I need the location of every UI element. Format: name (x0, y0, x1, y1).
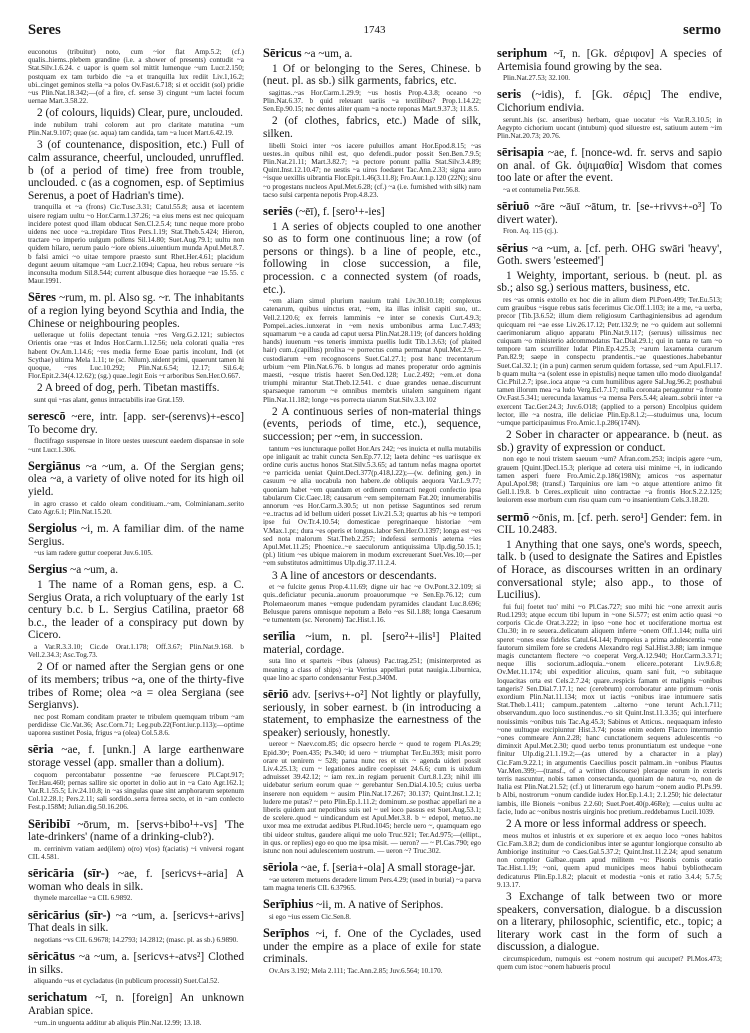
dictionary-entry (263, 205, 481, 624)
entry-head-line (28, 410, 244, 436)
dictionary-entry (28, 410, 244, 454)
citation-block: negotians ~vs CIL 6.9678; 14.2793; 14.2812; (masc. pl. as sb.) 6.9890. (34, 935, 239, 944)
citation-block: libelli Stoici inter ~os iacere puluillos amant Hor.Epod.8.15; ~as uestes..in quibus nihil est, quo defendi..pudor possit Sen.Ben.7.9.5; Plin.Nat.21.11; Mart.3.82.7; ~a pectore ponunt pallia Stat.Silv.3.4.89; Quint.Inst.12.10.47; ne uestis ~a uiros foedaret Tac.Ann.2.33; signa auro ~isque uexillis uibrantia Flor.Epit.1.46(3.11.8); Fro.Aur.1.p.120 (22N); sinu ~o progestans nucleos Apul.Met.6.28; (cf.) ~a (i.e. furnished with silk) nam tacso sulsi carpenta nepotis Prop.4.8.23. (263, 141, 481, 199)
citation-block: coquom percontabatur possentne ~ae feruescere Pl.Capt.917; Ter.Hau.460; pernas sallire sic oportet in dolio aut in ~a Cato Agr.162.1; Var.R.1.55.5; Liv.24.10.8; in ~as singulas quae sint amphorarum septenum Col.12.28.1; Pers.2.11; sali sordido..serra ferrea secto, et in ~am conlecto Fest.p.158M; Julian.dig.50.16.206. (28, 770, 244, 812)
entry-head-line (263, 861, 481, 875)
headword: Sēricus (263, 46, 302, 60)
entry-head-line (497, 511, 722, 537)
entry-head-line (28, 950, 244, 976)
entry-definition: ~ōnis, m. [cf. perh. sero¹] Gender: fem. in CIL 10.2483. (497, 511, 722, 537)
citation-block: uereor ~ Naev.com.85; dic opsecro hercle ~ quod te rogem Pl.As.29; Epid.30ᵃ; Poen.435; Ps.340; id uero ~ triumphat Ter.Eu.393; misit porro orare ut uenirem ~ 528; parua nunc res et uix ~ agenda uideri possit Liv.4.25.13; cum ~ legationes audire coepisset 24.6.6; cum is uixdum adnuisset 39.42.12; ~ iam rex..in regiam peruenit Curt.8.1.23; nihil illi uidebatur serium eorum quae ~ gerebantur Sen.Dial.4.10.5; cuius uerba inserere non equidem ~ ausim Plin.Nat.17.267; 30.137; Quint.Inst.1.2.1; ludere me putas? ~ peto Plin.Ep.1.11.2; dominum..se posthac appellari ne a liberis quidem aut nepotibus suis uel ~ uel ioco passus est Suet.Aug.53.1; de scelere..quod ~ uindicandum est Apul.Met.3.8. b ~ edepol, metuo..ne uxor mea me extrudat aedibus Pl.Rud.1045; hercle uero ~, quamquam ego tibi uideor stultus, gaudere aliqui me uolo Truc.921; Ter.Ad.975;—(ellipt., in qus. or replies) ego eo quo me ipsa misit. — ueron? — ~ Pl.Cas.790; ego istunc non noui adulescentem uostrum. — ueron ~? Truc.302. (263, 740, 481, 856)
dictionary-entry (263, 688, 481, 855)
entry-definition: adv. [serivs+-o²] Not lightly or playfully, seriously, in sober earnest. b (in introducing a statement, to emphasize the earnestness of the speaker) seriously, honestly. (263, 689, 481, 739)
headword: seriphum (497, 46, 548, 60)
entry-head-line (28, 291, 244, 330)
headword: sēricātus (28, 948, 75, 963)
citation-block: res ~as omnis extollo ex hoc die in alium diem Pl.Poen.499; Ter.Eu.513; cum grauibus ~isque rebus satis fecerimus Cic.Off.1.103; ite a me, ~a uerba, precor [Tib.]3.6.52; illum diem religiosum Carthaginiensibus ad agendum quicquam rei ~ae esse Liv.26.17.12; Petr.132.9; ne ~o quidem aut sollemni caerimoniarum aliquo apparatu Plin.Nat.9.117; (seruus) uilissimus nec cuiquam ~o ministerio adcommodatus Tac.Dial.29.1; qui in tanta re tam ~o tempore tam scurriliter ludat Plin.Ep.4.25.3; ~arum laxamenta curarum Pan.82.9; saepe in conspectu prandentis..~ae quaestiones..habebantur Suet.Cal.32.1; (in a pun) carmen serum quidem fortasse, sed ~um Apul.Fl.17. b quam multa ~a (solent esse in epistulis) neque tamen ullo modo diuolganda! Cic.Phil.2.7; ipse..ioca atque ~a cum humilibus agere Sal.Jug.96.2; posthabui tamen illorum mea ~a ludo Verg.Ecl.7.17; nulla coronata peraguntur ~a fronte Ov.Fast.5.341; uerecunda laxamus ~a mensa Pers.5.44; aleam..sobrii inter ~a exercent Tac.Ger.24.3; Juv.6.O18; (applied to a person) Encolpius quidem lector, ille ~a nostra, ille deliciae Plin.Ep.8.1.2;—studuimus una, locum ~umque participauimus Fro.Amic.1.p.286(174N). (497, 295, 722, 427)
headword: serichatum (28, 990, 88, 1005)
dictionary-entry (28, 522, 244, 557)
citation-block: circumspicedum, numquis est ~onem nostrum qui aucupet? Pl.Mos.473; quem cum istoc ~onem habueris procul (497, 955, 722, 972)
sense-definition: 2 A more or less informal address or speech. (506, 818, 707, 831)
entry-head-line (28, 563, 244, 577)
headword: sēriola (263, 860, 299, 875)
citation-block: si ego ~ius essem Cic.Sen.8. (269, 912, 351, 921)
sense-definition: 3 Exchange of talk between two or more speakers, conversation, dialogue. b a discussion on a literary, philosophic, scientific, etc., topic; a literary work cast in the form of such a discussion, a dialogue. (497, 891, 722, 954)
sense-definition: 2 Of or named after the Sergian gens or one of its members; tribus ~a, one of the thirty-five tribes of Rome; olea ~a = olea Sergiana (see Sergianvs). (28, 661, 244, 712)
entry-definition: ~ae, f. [seria+-ola] A small storage-jar. (300, 862, 476, 875)
entry-definition: ~ae, f. [unkn.] A large earthenware storage vessel (app. smaller than a dolium). (28, 744, 244, 769)
citation-block: fui fui| foetet tuo' mihi ~o Pl.Cas.727; suo mihi hic ~one arrexit auris Rud.1293; atque eccum tibi lupum in ~one Si.577; est enim actio quasi ~o corporis Cic.de Orat.3.222; in ipso ~one hoc et uociferatione mortua est Clu.30; in re seuera..delicatum aliquem inferre ~onem Off.1.144; nulla uiri speret ~ones esse fideles Catul.64.144; Pompeius a prima adulescentia ~one fautorum similem fore se credens Alexandro regi Sal.Hist.3.88; iam inmque magis cunctantem flectere ~o coeperat Verg.A.12.940; Hor.Carm.3.3.71; neque illis sociorum..adloquia..~onem elicere..poterant Liv.9.6.8; Ov.Met.11.174; ubi expeditior alicuius, quam sani fuit, ~o subitaque loquacitas orta est Cels.2.7.24; quare..respicis famam et malignis ~onibus tangeris? Sen.Dial.7.17.1; nec (cerebrum) corroboratur ante primum ~onis exordium Plin.Nat.11.134; mox ut iactis ~onibus irae intumuere satis Stat.Theb.1.411; campum..patentem ..alterno ~one terunt Ach.1.711; observandum..quo loco sustinendus..~o sit Quint.Inst.11.3.35; qui interfuere nouissimis ~onibus tuis Tac.Ag.45.3; Sabinus et Atticus.. nequaquam infesto ~one uultuque excipiuntur Hist.3.74; posse enim eodem Flacco internuntio ~ones commeare Ann.2.28; hanc cunctationem sequens adulescentis ~o diminxit Apul.Met.2.30; quod uerbo tenus pronuntiatum est undeque ~one finitur Ulp.dig.21.1.19.2;—(as uttered by a character in a play) Cic.Fam.9.22.1; in argumentis Caecilius poscit palmam..in ~onibus Plautus Var.Men.399;—(transf., of a written discourse) pleraque eorum in exteris terris nascuntur, nobis tamen consectanda, quoniam de natura ~o, non de Italia est Plin.Nat.21.52; (cf.) ut litterarum ego harum ~onem audio Pl.Ps.99. b Albi, nostrorum ~onum candide iudex Hor.Ep.1.4.1; 2.1.250; hic delectatur iambis, ille Bioneis ~onibus 2.2.60; Suet.Poet.40(p.46Re); —cuius uultu ac facie, ludo ac ~onibus nostris uirginis hoc pretium..reddebamus Lucil.1039. (497, 602, 722, 816)
spacer (295, 631, 305, 643)
headword: serīlia (263, 629, 296, 644)
citation-block: a Var.R.3.3.10; Cic.de Orat.1.178; Off.3.67; Plin.Nat.9.168. b Vell.2.34.3; Asc.Tog.73. (28, 642, 244, 660)
headword: sēricāria (sīr-) (28, 866, 110, 881)
citation-block: ~us iam radere guttur coeperat Juv.6.105. (34, 549, 153, 558)
dictionary-entry (497, 200, 722, 235)
citation-block: Ov.Ars 3.192; Mela 2.111; Tac.Ann.2.85; Juv.6.564; 10.170. (269, 966, 443, 975)
dictionary-entry (28, 48, 244, 285)
entry-head-line (263, 927, 481, 966)
entry-definition: ~ii, m. A native of Seriphos. (316, 899, 444, 912)
entry-head-line (28, 991, 244, 1017)
citation-block: euconotus (tribuitur) noto, cum ~ior flat Amp.5.2; (cf.) qualis..hiems..plebem grandine (i.e. a shower of presents) contudit ~a Stat.Silv.1.6.24. c uapor is quem sol mittit lumenque ~um Lucr.2.150; postquam ex tam turbido die ~a et tranquilla lux rediit Liv.1,16.2; ubi..cinget geminos stella ~a polos Ov.Fast.6.718; si et occidit (sol) pridie ~us Plin.Nat.18.342;—(of a fire, cf. sense 3) cingunt ~um lactei focum uernae Mart.3.58.22. (28, 48, 244, 106)
citation-block: ~em aliam simul plurium nauium trahi Liv.30.10.18; complexus catenarum, quibus uinctus erat, ~em, ita illas inlisit capiti suo, ut.. Vell.2.120.6; ex ferreis lamminis ~e inter se conexis Curt.4.9.3; Pompei..acies..iunxerat in ~em nexis umbonibus arma Luc.7.493; squamarum ~e a cauda ad caput uersa Plin.Nat.28.119; (of dancers holding hands) iuuenum ~es teneris immixta puellis ludit Tib.1.3.63; (of plaited hair) cum..(capillus) prolixa ~e porrectus coma permanat Apul.Met.2.9;—custodiarum ~em recognoscens Suet.Cal.27.1; post hanc trecentarum urbium ~em Plin.Nat.6.76. b longus ad manes properatur ordo agminis maesti, ~esque tristis haeret Sen.Oed.128; Luc.2.492; ~em..et dona triumphi mirantur Stat.Theb.12.541. c duae grandes uenae..discurrunt sparsaeque ramorum ~e omnibus membris uitalem sanguinem rigant Plin.Nat.11.182; longe ~es porrecta uiarum Stat.Silv.3.3.102 (263, 297, 481, 404)
dictionary-entry (497, 88, 722, 140)
entry-definition: ~a ~um, a. [cf. perh. OHG swāri 'heavy', Goth. swers 'esteemed'] (497, 242, 722, 268)
dictionary-entry (28, 909, 244, 944)
dictionary-entry (28, 563, 244, 737)
spacer (521, 89, 532, 101)
citation-block: ~um..in unguenta additur ab aliquis Plin.Nat.12.99; 13.18. (34, 1018, 202, 1027)
entry-head-line (263, 688, 481, 739)
entry-definition: ~ium, n. pl. [sero²+-ilis¹] Plaited material, cordage. (263, 631, 481, 656)
dictionary-entry (497, 511, 722, 972)
citation-block: Plin.Nat.27.53; 32.100. (503, 74, 571, 83)
dictionary-entry (263, 47, 481, 199)
citation-block: thymele marcellae ~a CIL 6.9892. (34, 894, 133, 903)
entry-head-line (497, 200, 722, 226)
headword: sēricārius (sīr-) (28, 907, 111, 922)
entry-definition: ~ere, intr. [app. ser-(serenvs)+-esco] To become dry. (28, 411, 244, 436)
entry-definition: ~a ~um, a. [sericvs+-arivs] That deals in silk. (28, 909, 245, 935)
headword: Sergius (28, 562, 68, 577)
entry-head-line (28, 818, 244, 844)
entry-head-line (28, 867, 244, 893)
sense-definition: 2 Sober in character or appearance. b (neut. as sb.) gravity of expression or conduct. (497, 429, 722, 454)
entry-definition: ~ī, n. [Gk. σέριφον] A species of Artemisia found growing by the sea. (497, 48, 722, 73)
citation-block: uelleraque ut foliis depectant tenuia ~res Verg.G.2.121; subiectos Orientis orae ~ras et Indos Hor.Carm.1.12.56; uela colorati qualia ~res habent Ov.Am.1.14.6; ~res media ferme Eoae partis incolunt, Indi (et Scythae) ultima Mela 1.11; te (sc. Nilum)..uident primi, quaerunt tamen hi quoque, ~res Luc.10.292; Plin.Nat.6.54; 12.17; Sil.6.4; Flor.Epit.2.34(4.12.62); (sg.) quae..legit Eois ~r arboribus Sen.Her.O.667. (28, 331, 244, 381)
citation-block: nec post Romam conditam praeter te tribulem quemquam tribum ~am perdidisse Cic.Vat.36; Asc.Corn.71; Leg.pub.22(Font.iur.p.113);—optime uaporea sustinet Posia, frigus ~a (olea) Col.5.8.6. (28, 712, 244, 738)
headword: Serīphos (263, 926, 310, 941)
citation-block: meos multos et inlustris et ex superiore et ex aequo loco ~ones habitos Cic.Fam.3.8.2; dum de condicionibus inter se aguntur longiorque consulto ab Ambiorige instituitur ~o Caes.Gal.5.37.2; Quint.Inst.11.2.24; apud senatum non comptior Galbae..quam apud militem ~o: Pisonis comis oratio Tac.Hist.1.19; ~oni, quem apud municipes meos habui bybliothecam dedicaturus Plin.Ep.1.8.2; placuit et modestia ~onis et ratio 3.4.4; 5.7.5; 9.13.17. (497, 831, 722, 889)
headword: sērisapia (497, 145, 544, 160)
column-middle (263, 47, 481, 981)
entry-head-line (263, 47, 481, 61)
headword: seris (497, 87, 522, 102)
headword: sermō (497, 509, 530, 524)
sense-definition: 2 (of clothes, fabrics, etc.) Made of silk, silken. (263, 115, 481, 140)
citation-block: Fron. Aq. 115 (cj.). (503, 227, 559, 236)
entry-head-line (497, 242, 722, 268)
headword: Sēribibī (28, 816, 70, 831)
headword: sēriuō (497, 199, 530, 214)
dictionary-entry (497, 47, 722, 82)
headword: sēriō (263, 687, 289, 702)
headword: Serīphius (263, 897, 314, 912)
sense-definition: 1 Of or belonging to the Seres, Chinese. b (neut. pl. as sb.) silk garments, fabrics, etc. (263, 62, 481, 88)
entry-head-line (28, 522, 244, 548)
entry-head-line (263, 630, 481, 656)
entry-head-line (28, 909, 244, 935)
dictionary-entry (497, 146, 722, 194)
citation-block: non ego te noui tristem saeuum ~um? Afran.com.253; incipis agere ~um, grauem [Quint.]Decl.15.3; plerique ad cetera uisi minime ~i, in iudicando tamen asperi fuere Fro.Amic.2.p.186(198N); amicos ~os aspernatur Apul.Apol.98; (transf.) Tarquinius ore iam ~o atque attentiore animo fit Gell.1.19.8. b Ceres..explicuit uino contractae ~a frontis Hor.S.2.2.125; leuiorem esse morbum cum risu quam cum ~o insanientium Cels.3.18.20. (497, 455, 722, 505)
citation-block: tantum ~es iuncturaque pollet Hor.Ars 242; ~es inuicta et nulla mutabilis ope inligauit ac trahit cuncta Sen.Ep.77.12; laeta dehinc ~es uariisque ex ordine curis auctus honos Stat.Silv.5.3.65; ad tantum nefas magna oportet ~e parricida ueniat Quint.Decl.377(p.418,l.22);—(w. defining gen.) in casuum ~e alia uocabula non habere..de obliquis aequora Var.L.9.77; quoniam habet ~em quandam et ordinem contracti negoti confectio ipsa tabularum Cic.Caec.18; causarum ~em sempiternam Fat.20; innumerabilis annorum ~es Hor.Carm.3.30.5; ut non petisse Saguntinos sed rerum ~e..tractus ad id bellum uideri posset Liv.21.5.3; quartus ab his ~e tempori ipse fui Ov.Tr.4.10.54; domesticae peregrinaeque historiae ~em V.Max.1.pr.; dura ~es operis et longus..labor Sen.Her.O.1397; longa est ~es sed nota malorum Stat.Theb.2.257; indefessi sermonis aeterna ~ies Apul.Met.11.25; Phoenice..~e saeculorum antiquissima Ulp.dig.50.15.1; (pl.) litium ~es ubique maiorem in modum excreuerant Suet.Ves.10;—per ~em substitutos admittimus Ulp.dig.37.11.2.4. (263, 444, 481, 568)
spacer (109, 868, 118, 880)
entry-definition: ~i, f. One of the Cyclades, used under the empire as a place of exile for state criminals. (263, 928, 481, 966)
dictionary-entry (28, 743, 244, 811)
entry-head-line (497, 88, 722, 114)
headword: Sergiolus (28, 521, 77, 535)
entry-definition: ~a ~um, a. (304, 48, 353, 60)
entry-head-line (28, 743, 244, 769)
citation-block: inde nubilum trahi colorem aut pro claritate matutina ~um Plin.Nat.9.107; quae (sc. aqua) tam candida, tam ~a lucet Mart.6.42.19. (28, 121, 244, 138)
headword: Sēres (28, 290, 56, 305)
headword: sēria (28, 742, 54, 757)
citation-block: m. cerrinivm vatiam aed(ilem) o(ro) v(os) f(aciatis) ~i vniversi rogant CIL 4.581. (28, 844, 244, 861)
entry-definition: (~ēī), f. [sero¹+-ies] (295, 206, 385, 218)
dictionary-entry (263, 630, 481, 682)
entry-definition: ~a ~um, a. Of the Sergian gens; olea ~a, a variety of olive noted for its high oil yield. (28, 460, 245, 498)
dictionary-entry (28, 950, 244, 985)
citation-block: sagittas..~as Hor.Carm.1.29.9; ~us hostis Prop.4.3.8; oceano ~o Plin.Nat.6.37. b quid releuant uariis ~a textilibus? Prop.1.14.22; Sen.Ep.90.15; nec dentes aliter quam ~a nocte reponas Mart.9.37.3; 11.8.5. (263, 88, 481, 114)
dictionary-entry (497, 242, 722, 505)
entry-definition: ~ae, f. [sericvs+-aria] A woman who deals in silk. (28, 868, 244, 893)
running-head (28, 22, 721, 42)
sense-definition: 1 Anything that one says, one's words, speech, talk. b (used to designate the Satires and Epistles of Horace, as discourses written in an ordinary conversational style; also app., to those of Lucilius). (497, 538, 722, 602)
entry-head-line (28, 460, 244, 499)
dictionary-entry (263, 927, 481, 975)
citation-block: serunt..his (sc. anseribus) herbam, quae uocatur ~is Var.R.3.10.5; in Aegypto cichorium uocant (intubum) quod siluestre est, satiuum autem ~im Plin.Nat.20.73; 20.76. (497, 115, 722, 140)
entry-head-line (263, 898, 481, 912)
citation-block: aliquando ~us et cycladatus (in publicum processit) Suet.Cal.52. (34, 977, 220, 986)
entry-head-line (497, 146, 722, 185)
headword: Sergiānus (28, 458, 81, 473)
headword: sērius (497, 240, 528, 255)
sense-definition: 3 A line of ancestors or descendants. (272, 569, 437, 582)
entry-head-line (497, 47, 722, 73)
spacer (309, 928, 316, 940)
citation-block: ~a et contumelia Petr.56.8. (503, 185, 580, 194)
entry-head-line (263, 205, 481, 219)
dictionary-entry (28, 818, 244, 862)
sense-definition: 2 (of colours, liquids) Clear, pure, unclouded. (37, 107, 243, 120)
citation-block: tranquilla et ~a (frons) Cic.Tusc.3.31; Catul.55.8; ausa et iacentem uisere regiam uultu ~o Hor.Carm.1.37.26; ~a eius mens est nec quicquam incidere potest quod illam obducat Sen.Cl.2.5.4; tunc neque more probo uidens nec uoce ~a..trepidare Titos Pers.1.19; Stat.Theb.5.424; Hieron, tractare ~o imperio uulgum pollens Sil.14.80; Suet.Aug.79.1; uultu non quidem hilaro, uerum paulo ~iore obiens..uiuentium munda Apul.Met.8.7. b falsi amici ~o uitae tempore praesto sunt Rhet.Her.4.61; placidum degunt aeuum uitamque ~am Lucr.2.1094; Capua, heu rebus seruare ~is inconsulta modum Sil.8.544; current albusque dies horaeque ~ae 15.55. c Maur.1991. (28, 203, 244, 286)
citation-block: fluctifrago suspensae in litore uestes uuescunt eaedem dispansae in sole ~unt Lucr.1.306. (28, 437, 244, 454)
entry-definition: (~idis), f. [Gk. σέρις] The endive, Cichorium endivia. (497, 89, 722, 114)
entry-definition: ~a ~um, a. [sericvs+-atvs²] Clothed in silks. (28, 950, 244, 976)
dictionary-entry (28, 867, 244, 902)
column-right (497, 47, 722, 977)
dictionary-entry (28, 291, 244, 404)
sense-definition: 3 (of countenance, disposition, etc.) Full of calm assurance, cheerful, unclouded, unruffled. b (of a period of time) free from trouble, unclouded. c (as a cognomen, esp. of Septimius Serenus, a poet of Hadrian's time). (28, 139, 244, 202)
entry-definition: ~rum, m. pl. Also sg. ~r. The inhabitants of a region lying beyond Scythia and India, the Chinese or neighbouring peoples. (28, 292, 244, 330)
citation-block: et ~e fulcite genus Prop.4.11.69; digne uir hac ~e Ov.Pont.3.2.109; si quis..deficiatur pecunia..auorum proauorumque ~e Sen.Ep.76.12; cum Ptolemaeorum manes ~emque pudendam pyramides claudant Luc.8.696; Belusque parens omnisque nepotum a Belo ~es Sil.1.88; longa Caesarum ~e tumentem (sc. Neronem) Tac.Hist.1.16. (263, 583, 481, 625)
citation-block: in agro crasso et caldo oleam conditiuam..~am, Colminianam..serito Cato Agr.6.1; Plin.Nat.15.20. (28, 499, 244, 516)
page-number: 1743 (363, 24, 386, 36)
running-head-last-word: sermo (683, 22, 721, 38)
sense-definition: 1 A series of objects coupled to one another so as to form one continuous line; a row (of persons or things). b a line of people, etc., following in close succession, a file, procession. c a connected system (of roads, etc.). (263, 220, 481, 296)
citation-block: suta lino et sparteis ~ibus (alueus) Pac.trag.251; (misinterpreted as meaning a class of ships) ~ia Verrius appellari putat nauigia..Liburnica, quae lino ac sparto condensantur Fest.p.340M. (263, 657, 481, 682)
dictionary-entry (263, 898, 481, 921)
sense-definition: 2 A breed of dog, perh. Tibetan mastiffs. (37, 382, 220, 395)
entry-definition: ~a ~um, a. (70, 564, 119, 577)
sense-definition: 1 Weighty, important, serious. b (neut. pl. as sb.; also sg.) serious matters, business, etc. (497, 269, 722, 295)
running-head-first-word: Seres (28, 22, 61, 38)
sense-definition: 1 The name of a Roman gens, esp. a C. Sergius Orata, a rich voluptuary of the early 1st century b.c. b L. Sergius Catilina, praetor 68 b.c., the leader of a conspiracy put down by Cicero. (28, 578, 244, 642)
dictionary-entry (263, 861, 481, 892)
column-left (28, 47, 244, 1033)
entry-definition: ~ae, f. [nonce-wd. fr. servs and sapio on anal. of Gk. ὀψιμαθία] Wisdom that comes too late or after the event. (497, 147, 722, 185)
headword: serescō (28, 409, 66, 424)
citation-block: ~ae ueterem metuens deradere limum Pers.4.29; (used in burial) ~a parva tam magna teneris CIL 6.37965. (263, 875, 481, 893)
dictionary-entry (28, 460, 244, 516)
entry-definition: ~ōrum, m. [servs+bibo¹+-vs] 'The late-drinkers' (name of a drinking-club?). (28, 818, 244, 844)
entry-definition: ~i, m. A familiar dim. of the name Sergius. (28, 523, 244, 548)
spacer (87, 992, 95, 1004)
entry-definition: ~ī, n. [foreign] An unknown Arabian spice. (28, 992, 244, 1017)
dictionary-entry (28, 991, 244, 1026)
entry-definition: ~āre ~āuī ~ātum, tr. [se-+rivvs+-o³] To divert water). (497, 201, 723, 226)
headword: seriēs (263, 204, 293, 218)
citation-block: sunt qui ~ras alant, genus intractabilis irae Grat.159. (34, 396, 185, 405)
sense-definition: 2 A continuous series of non-material things (events, periods of time, etc.), sequence, succession; per ~em, in succession. (263, 405, 481, 443)
